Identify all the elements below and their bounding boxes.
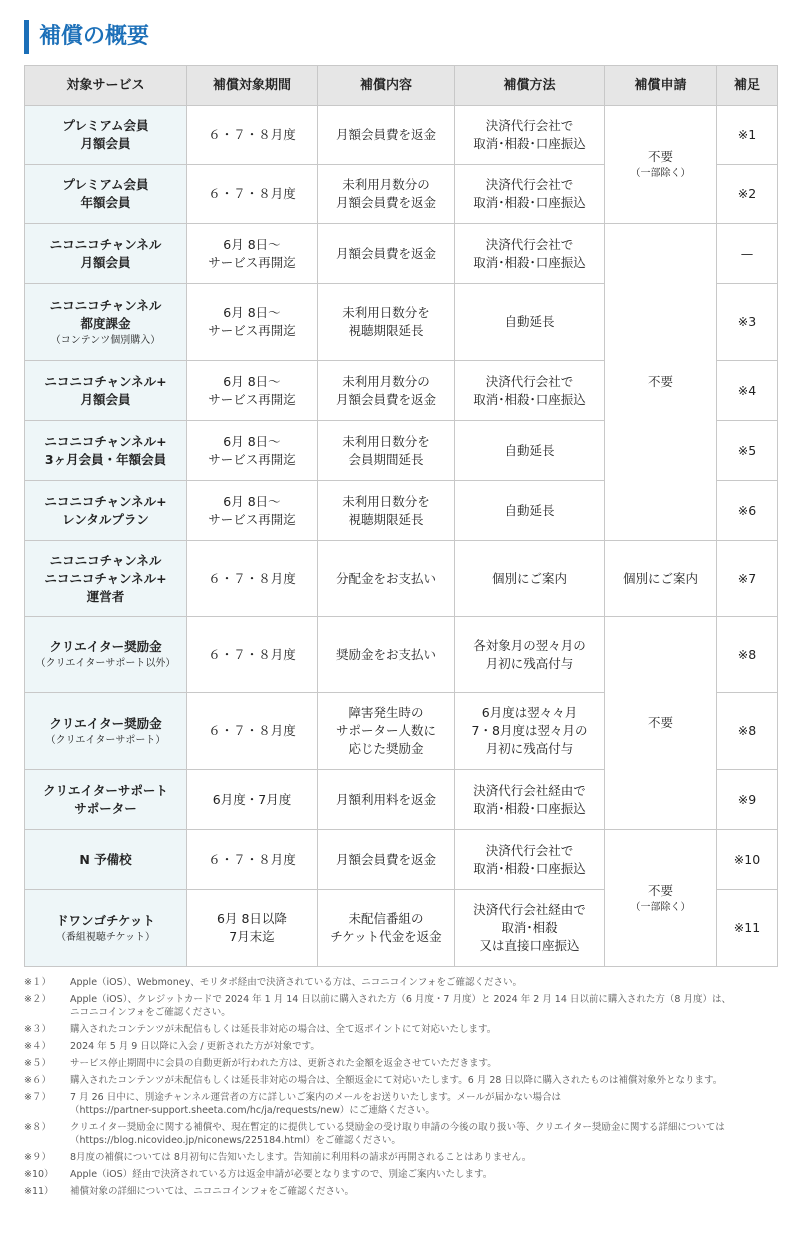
column-header-application: 補償申請 bbox=[605, 66, 717, 106]
content-text: 月額会員費を返金 bbox=[335, 245, 436, 261]
content-text: 未利用月数分の bbox=[342, 177, 430, 192]
period-text: サービス再開迄 bbox=[208, 511, 296, 527]
content-cell bbox=[318, 770, 455, 830]
service-cell bbox=[25, 693, 187, 770]
column-header-note: 補足 bbox=[717, 66, 778, 106]
footnote-text bbox=[70, 1074, 784, 1087]
service-name: ニコニコチャンネル+ bbox=[44, 570, 167, 586]
service-name: クリエイターサポート bbox=[43, 782, 168, 798]
service-name: 都度課金 bbox=[80, 315, 131, 331]
footnote-marker: ※３） bbox=[24, 1024, 51, 1035]
content-text: 月額会員費を返金 bbox=[335, 127, 436, 142]
period-text: 6月 8日～ bbox=[223, 493, 281, 509]
application-text: 不要 bbox=[647, 715, 673, 730]
footnote-marker: ※11） bbox=[24, 1186, 54, 1197]
content-cell bbox=[318, 106, 455, 165]
note-ref-cell: ※11 bbox=[717, 890, 778, 967]
footnote-line: Apple（iOS）、Webmoney、モリタポ経由で決済されている方は、ニコニコインフォをご確認ください。 bbox=[70, 977, 522, 988]
service-name: ニコニコチャンネル bbox=[49, 236, 162, 252]
method-text: 決済代行会社で bbox=[485, 373, 574, 389]
footnote-item bbox=[24, 1185, 784, 1198]
content-cell bbox=[318, 361, 455, 421]
period-text: 6月 8日～ bbox=[223, 433, 281, 449]
service-name: ドワンゴチケット bbox=[56, 912, 155, 928]
content-cell bbox=[318, 165, 455, 224]
method-text: 決済代行会社で bbox=[485, 118, 574, 133]
method-text: 取消･相殺･口座振込 bbox=[473, 860, 586, 876]
method-cell bbox=[455, 284, 605, 361]
content-text: 未利用日数分を bbox=[342, 433, 430, 449]
application-text: 不要 bbox=[647, 149, 673, 164]
method-text: 決済代行会社経由で bbox=[473, 782, 586, 798]
footnote-marker: ※８） bbox=[24, 1122, 51, 1133]
method-cell bbox=[455, 830, 605, 890]
period-text: サービス再開迄 bbox=[208, 323, 296, 338]
period-cell bbox=[187, 617, 318, 693]
content-text: 月額会員費を返金 bbox=[335, 851, 436, 867]
method-cell bbox=[455, 890, 605, 967]
period-text: 6月 8日～ bbox=[223, 236, 281, 252]
application-cell bbox=[605, 617, 717, 830]
method-text: 取消･相殺･口座振込 bbox=[473, 136, 586, 151]
footnotes bbox=[24, 976, 784, 1202]
content-cell bbox=[318, 830, 455, 890]
content-text: 月額会員費を返金 bbox=[335, 391, 436, 407]
method-text: 自動延長 bbox=[504, 314, 555, 329]
period-text: ６・７・８月度 bbox=[208, 646, 296, 662]
service-name: プレミアム会員 bbox=[62, 177, 149, 192]
service-note: （コンテンツ個別購入） bbox=[50, 334, 161, 346]
footnote-line: クリエイター奨励金に関する補償や、現在暫定的に提供している奨励金の受け取り申請の今後の取り扱い等、クリエイター奨励金に関する詳細については bbox=[70, 1122, 725, 1133]
service-name: サポーター bbox=[74, 800, 137, 816]
application-text: 不要 bbox=[647, 882, 673, 898]
service-cell bbox=[25, 284, 187, 361]
footnote-item bbox=[24, 1057, 784, 1070]
footnote-item bbox=[24, 1168, 784, 1181]
footnote-line: 購入されたコンテンツが未配信もしくは延長非対応の場合は、全額返金にて対応いたします。6 月 28 日以降に購入されたものは補償対象外となります。 bbox=[70, 1075, 723, 1086]
content-text: 会員期間延長 bbox=[348, 451, 424, 467]
footnote-text bbox=[70, 1023, 784, 1036]
compensation-table bbox=[24, 65, 778, 967]
method-text: 取消･相殺･口座振込 bbox=[473, 800, 586, 816]
period-cell bbox=[187, 165, 318, 224]
content-cell bbox=[318, 421, 455, 481]
footnote-item bbox=[24, 1074, 784, 1087]
method-text: 取消･相殺･口座振込 bbox=[473, 195, 586, 210]
application-cell bbox=[605, 830, 717, 967]
service-cell bbox=[25, 165, 187, 224]
method-cell bbox=[455, 224, 605, 284]
application-cell bbox=[605, 106, 717, 224]
method-text: 6月度は翌々々月 bbox=[481, 705, 578, 720]
method-text: 自動延長 bbox=[504, 442, 555, 458]
content-text: サポーター人数に bbox=[335, 723, 436, 738]
period-text: ６・７・８月度 bbox=[208, 570, 296, 586]
table-row bbox=[25, 541, 778, 617]
application-cell bbox=[605, 224, 717, 541]
period-text: ６・７・８月度 bbox=[208, 127, 296, 142]
service-name: ニコニコチャンネル bbox=[49, 552, 162, 568]
service-cell bbox=[25, 830, 187, 890]
service-cell bbox=[25, 770, 187, 830]
period-cell bbox=[187, 693, 318, 770]
footnote-line: 8月度の補償については 8月初旬に告知いたします。告知前に利用料の請求が再開されることはありません。 bbox=[70, 1152, 532, 1163]
table-header-row bbox=[25, 66, 778, 106]
method-cell bbox=[455, 361, 605, 421]
footnote-line: ニコニコインフォをご確認ください。 bbox=[70, 1007, 231, 1018]
content-text: 奨励金をお支払い bbox=[335, 646, 436, 662]
method-cell bbox=[455, 617, 605, 693]
application-note: （一部除く） bbox=[630, 168, 691, 179]
method-cell bbox=[455, 541, 605, 617]
period-text: ６・７・８月度 bbox=[208, 723, 296, 738]
method-text: 取消･相殺･口座振込 bbox=[473, 391, 586, 407]
application-text: 不要 bbox=[647, 374, 673, 389]
period-text: ６・７・８月度 bbox=[208, 186, 296, 201]
footnote-line: 7 月 26 日中に、別途チャンネル運営者の方に詳しいご案内のメールをお送りいたします。メールが届かない場合は bbox=[70, 1092, 561, 1103]
footnote-text bbox=[70, 1185, 784, 1198]
service-cell bbox=[25, 224, 187, 284]
note-ref-cell: ※1 bbox=[717, 106, 778, 165]
content-text: 未利用月数分の bbox=[342, 373, 430, 389]
period-cell bbox=[187, 224, 318, 284]
footnote-line: Apple（iOS）経由で決済されている方は返金申請が必要となりますので、別途ご案内いたします。 bbox=[70, 1169, 493, 1180]
service-note: （クリエイターサポート以外） bbox=[35, 658, 176, 669]
method-text: 取消･相殺 bbox=[501, 920, 558, 935]
content-text: 視聴期限延長 bbox=[348, 511, 424, 527]
application-cell bbox=[605, 541, 717, 617]
content-text: 未利用日数分を bbox=[342, 305, 430, 320]
footnote-line: 購入されたコンテンツが未配信もしくは延長非対応の場合は、全て返ポイントにて対応いたします。 bbox=[70, 1024, 497, 1035]
table-row bbox=[25, 106, 778, 165]
method-text: 7・8月度は翌々月の bbox=[471, 723, 588, 738]
period-text: 6月度・7月度 bbox=[212, 791, 292, 807]
table-row bbox=[25, 617, 778, 693]
service-name: ニコニコチャンネル+ bbox=[44, 493, 167, 509]
service-name: 月額会員 bbox=[80, 391, 131, 407]
period-text: 7月末迄 bbox=[229, 929, 275, 944]
method-text: 決済代行会社で bbox=[485, 842, 574, 858]
service-cell bbox=[25, 890, 187, 967]
footnote-line: （https://partner-support.sheeta.com/hc/ja/requests/new）にご連絡ください。 bbox=[70, 1105, 435, 1116]
table-row bbox=[25, 830, 778, 890]
content-text: 障害発生時の bbox=[348, 705, 424, 720]
service-name: ニコニコチャンネル+ bbox=[44, 433, 167, 449]
method-text: 個別にご案内 bbox=[491, 570, 567, 586]
application-text: 個別にご案内 bbox=[622, 570, 698, 586]
note-ref-cell: ※9 bbox=[717, 770, 778, 830]
content-cell bbox=[318, 284, 455, 361]
content-cell bbox=[318, 890, 455, 967]
content-cell bbox=[318, 693, 455, 770]
footnote-marker: ※２） bbox=[24, 994, 51, 1005]
method-text: 月初に残高付与 bbox=[485, 741, 574, 756]
footnote-item bbox=[24, 1121, 784, 1147]
period-cell bbox=[187, 361, 318, 421]
application-note: （一部除く） bbox=[630, 901, 691, 913]
method-cell bbox=[455, 421, 605, 481]
content-cell bbox=[318, 224, 455, 284]
content-text: 視聴期限延長 bbox=[348, 323, 424, 338]
footnote-line: Apple（iOS）、クレジットカードで 2024 年 1 月 14 日以前に購入された方（6 月度・7 月度）と 2024 年 2 月 14 日以前に購入された方（8 月度）は、 bbox=[70, 994, 731, 1005]
method-text: 各対象月の翌々月の bbox=[473, 637, 586, 653]
note-ref-cell: ※2 bbox=[717, 165, 778, 224]
service-name: クリエイター奨励金 bbox=[49, 639, 162, 654]
note-ref-cell: ※3 bbox=[717, 284, 778, 361]
footnote-item bbox=[24, 1023, 784, 1036]
service-cell bbox=[25, 106, 187, 165]
period-text: 6月 8日～ bbox=[223, 373, 281, 389]
column-header-method: 補償方法 bbox=[455, 66, 605, 106]
footnote-marker: ※１） bbox=[24, 977, 51, 988]
footnote-text bbox=[70, 1121, 784, 1147]
period-text: サービス再開迄 bbox=[208, 254, 296, 270]
footnote-marker: ※７） bbox=[24, 1092, 51, 1103]
footnote-marker: ※10） bbox=[24, 1169, 54, 1180]
period-cell bbox=[187, 481, 318, 541]
content-cell bbox=[318, 617, 455, 693]
service-name: 月額会員 bbox=[80, 254, 131, 270]
method-cell bbox=[455, 693, 605, 770]
service-cell bbox=[25, 421, 187, 481]
period-cell bbox=[187, 541, 318, 617]
service-cell bbox=[25, 481, 187, 541]
method-cell bbox=[455, 770, 605, 830]
footnote-item bbox=[24, 1151, 784, 1164]
service-name: 運営者 bbox=[86, 588, 125, 604]
period-cell bbox=[187, 770, 318, 830]
method-text: 月初に残高付与 bbox=[485, 655, 574, 671]
footnote-text bbox=[70, 976, 784, 989]
content-text: チケット代金を返金 bbox=[330, 929, 442, 944]
service-cell bbox=[25, 361, 187, 421]
footnote-marker: ※４） bbox=[24, 1041, 51, 1052]
footnote-item bbox=[24, 976, 784, 989]
column-header-period: 補償対象期間 bbox=[187, 66, 318, 106]
method-text: 又は直接口座振込 bbox=[479, 938, 580, 953]
content-text: 月額会員費を返金 bbox=[335, 195, 436, 210]
content-cell bbox=[318, 481, 455, 541]
footnote-item bbox=[24, 993, 784, 1019]
method-cell bbox=[455, 165, 605, 224]
method-text: 決済代行会社で bbox=[485, 177, 574, 192]
footnote-text bbox=[70, 1057, 784, 1070]
period-text: ６・７・８月度 bbox=[208, 851, 296, 867]
period-cell bbox=[187, 106, 318, 165]
footnote-line: 2024 年 5 月 9 日以降に入会 / 更新された方が対象です。 bbox=[70, 1041, 320, 1052]
service-name: クリエイター奨励金 bbox=[49, 715, 162, 731]
footnote-marker: ※５） bbox=[24, 1058, 51, 1069]
note-ref-cell: ※10 bbox=[717, 830, 778, 890]
period-text: サービス再開迄 bbox=[208, 451, 296, 467]
service-name: ニコニコチャンネル+ bbox=[44, 373, 167, 389]
footnote-text bbox=[70, 1091, 784, 1117]
period-text: サービス再開迄 bbox=[208, 391, 296, 407]
footnote-text bbox=[70, 993, 784, 1019]
column-header-service: 対象サービス bbox=[25, 66, 187, 106]
content-cell bbox=[318, 541, 455, 617]
note-ref-cell: ※6 bbox=[717, 481, 778, 541]
service-cell bbox=[25, 541, 187, 617]
note-ref-cell: ※4 bbox=[717, 361, 778, 421]
period-cell bbox=[187, 890, 318, 967]
service-name: 年額会員 bbox=[80, 195, 131, 210]
period-cell bbox=[187, 421, 318, 481]
service-cell bbox=[25, 617, 187, 693]
content-text: 未利用日数分を bbox=[342, 493, 430, 509]
footnote-text bbox=[70, 1168, 784, 1181]
note-ref-cell: ※5 bbox=[717, 421, 778, 481]
service-note: （クリエイターサポート） bbox=[45, 734, 166, 746]
table-row bbox=[25, 224, 778, 284]
footnote-marker: ※９） bbox=[24, 1152, 51, 1163]
note-ref-cell: ※8 bbox=[717, 693, 778, 770]
method-text: 自動延長 bbox=[504, 502, 555, 518]
period-text: 6月 8日以降 bbox=[217, 911, 287, 926]
footnote-marker: ※６） bbox=[24, 1075, 51, 1086]
note-ref-cell: — bbox=[717, 224, 778, 284]
service-name: レンタルプラン bbox=[62, 511, 149, 527]
footnote-text bbox=[70, 1040, 784, 1053]
service-name: 月額会員 bbox=[80, 136, 131, 151]
content-text: 未配信番組の bbox=[348, 911, 424, 926]
content-text: 応じた奨励金 bbox=[348, 741, 424, 756]
method-text: 取消･相殺･口座振込 bbox=[473, 254, 586, 270]
period-cell bbox=[187, 830, 318, 890]
footnote-line: 補償対象の詳細については、ニコニコインフォをご確認ください。 bbox=[70, 1186, 355, 1197]
footnote-text bbox=[70, 1151, 784, 1164]
method-text: 決済代行会社経由で bbox=[473, 902, 586, 917]
footnote-item bbox=[24, 1040, 784, 1053]
service-name: 3ヶ月会員・年額会員 bbox=[44, 451, 167, 467]
footnote-item bbox=[24, 1091, 784, 1117]
content-text: 月額利用料を返金 bbox=[335, 791, 436, 807]
service-note: （番組視聴チケット） bbox=[55, 931, 156, 943]
method-cell bbox=[455, 481, 605, 541]
note-ref-cell: ※7 bbox=[717, 541, 778, 617]
service-name: ニコニコチャンネル bbox=[49, 297, 162, 313]
footnote-line: （https://blog.nicovideo.jp/niconews/225184.html）をご確認ください。 bbox=[70, 1135, 401, 1146]
method-cell bbox=[455, 106, 605, 165]
service-name: N 予備校 bbox=[79, 851, 132, 867]
column-header-content: 補償内容 bbox=[318, 66, 455, 106]
note-ref-cell: ※8 bbox=[717, 617, 778, 693]
method-text: 決済代行会社で bbox=[485, 236, 574, 252]
period-cell bbox=[187, 284, 318, 361]
footnote-line: サービス停止期間中に会員の自動更新が行われた方は、更新された金額を返金させていただきます。 bbox=[70, 1058, 497, 1069]
service-name: プレミアム会員 bbox=[62, 118, 149, 133]
page-title: 補償の概要 bbox=[24, 20, 149, 54]
period-text: 6月 8日～ bbox=[223, 305, 281, 320]
content-text: 分配金をお支払い bbox=[335, 570, 436, 586]
